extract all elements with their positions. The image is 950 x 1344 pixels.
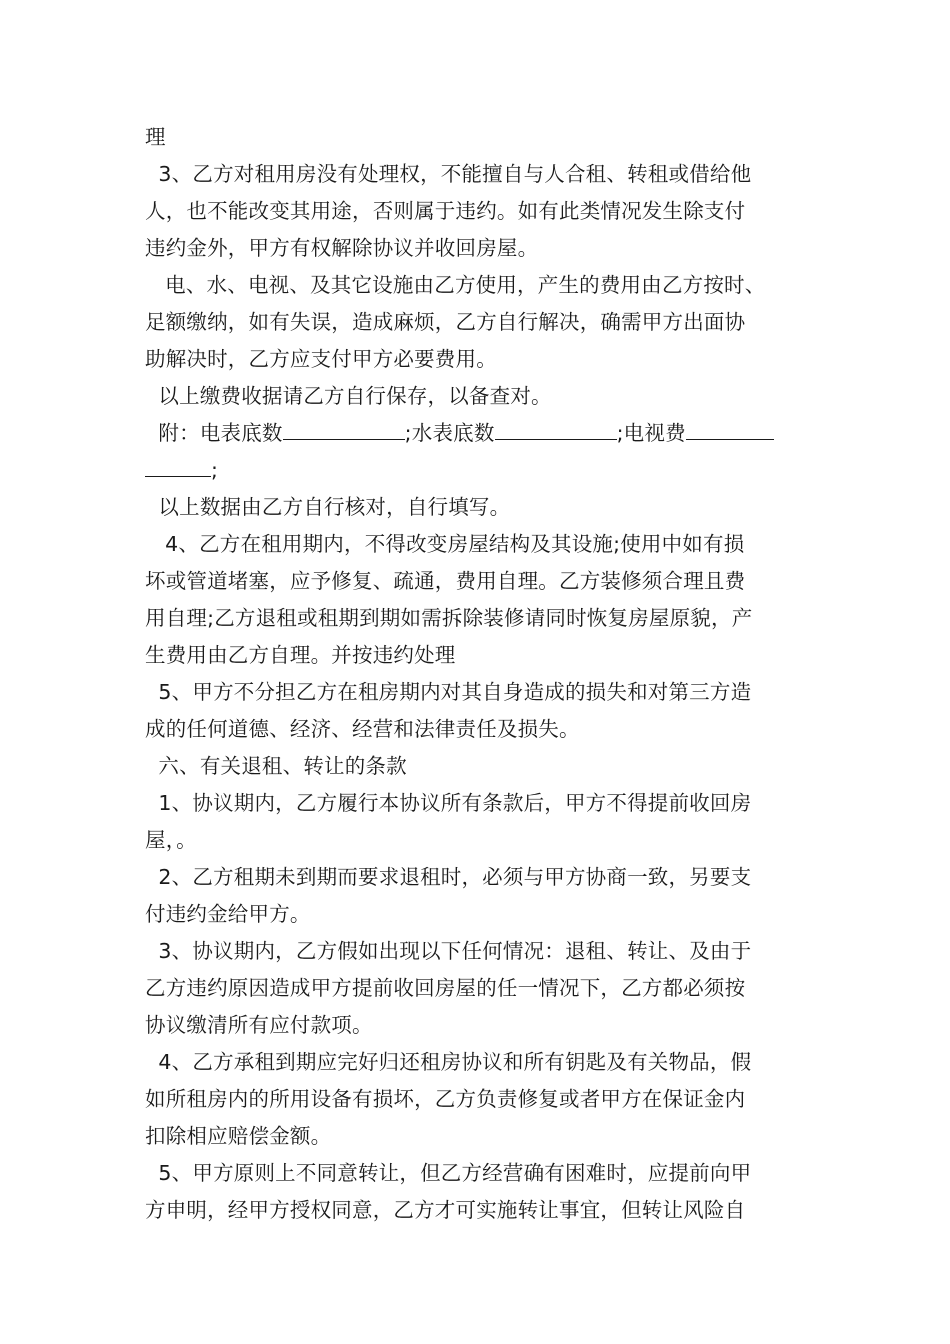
text-line: 以上数据由乙方自行核对，自行填写。: [145, 495, 511, 519]
text-line: 乙方违约原因造成甲方提前收回房屋的任一情况下，乙方都必须按: [145, 976, 746, 1000]
meter-label-water: ;水表底数: [404, 421, 495, 445]
text-line: 5、甲方原则上不同意转让，但乙方经营确有困难时，应提前向甲: [145, 1161, 752, 1185]
text-line: 4、乙方承租到期应完好归还租房协议和所有钥匙及有关物品，假: [145, 1050, 752, 1074]
text-line: 人，也不能改变其用途，否则属于违约。如有此类情况发生除支付: [145, 199, 746, 223]
text-line: 4、乙方在租用期内，不得改变房屋结构及其设施;使用中如有损: [145, 532, 745, 556]
meter-tail: ;: [211, 458, 219, 482]
text-line: 3、协议期内，乙方假如出现以下任何情况：退租、转让、及由于: [145, 939, 752, 963]
text-line: 屋，。: [145, 828, 197, 852]
text-line: 理: [145, 125, 166, 149]
text-line: 扣除相应赔偿金额。: [145, 1124, 332, 1148]
text-line: 协议缴清所有应付款项。: [145, 1013, 373, 1037]
water-meter-blank: [495, 420, 617, 440]
meter-readings-line-2: [145, 457, 218, 483]
meter-readings-line: [145, 420, 774, 446]
meter-label-tv: ;电视费: [616, 421, 686, 445]
text-line: 生费用由乙方自理。并按违约处理: [145, 643, 456, 667]
text-line: 方申明，经甲方授权同意，乙方才可实施转让事宜，但转让风险自: [145, 1198, 746, 1222]
text-line: 以上缴费收据请乙方自行保存，以备查对。: [145, 384, 552, 408]
meter-label-electric: 附：电表底数: [145, 421, 283, 445]
text-line: 付违约金给甲方。: [145, 902, 311, 926]
electric-meter-blank: [283, 420, 405, 440]
text-line: 成的任何道德、经济、经营和法律责任及损失。: [145, 717, 580, 741]
text-line: 如所租房内的所用设备有损坏，乙方负责修复或者甲方在保证金内: [145, 1087, 746, 1111]
text-line: 2、乙方租期未到期而要求退租时，必须与甲方协商一致，另要支: [145, 865, 752, 889]
text-line: 助解决时，乙方应支付甲方必要费用。: [145, 347, 497, 371]
text-line: 电、水、电视、及其它设施由乙方使用，产生的费用由乙方按时、: [145, 273, 766, 297]
text-line: 5、甲方不分担乙方在租房期内对其自身造成的损失和对第三方造: [145, 680, 752, 704]
text-line: 坏或管道堵塞，应予修复、疏通，费用自理。乙方装修须合理且费: [145, 569, 746, 593]
tv-fee-blank: [686, 420, 774, 440]
text-line: 用自理;乙方退租或租期到期如需拆除装修请同时恢复房屋原貌，产: [145, 606, 753, 630]
text-line: 3、乙方对租用房没有处理权，不能擅自与人合租、转租或借给他: [145, 162, 752, 186]
text-line: 足额缴纳，如有失误，造成麻烦，乙方自行解决，确需甲方出面协: [145, 310, 746, 334]
section-heading: 六、有关退租、转让的条款: [145, 754, 407, 778]
text-line: 1、协议期内，乙方履行本协议所有条款后，甲方不得提前收回房: [145, 791, 752, 815]
text-line: 违约金外，甲方有权解除协议并收回房屋。: [145, 236, 539, 260]
tv-fee-blank-continued: [145, 457, 211, 477]
